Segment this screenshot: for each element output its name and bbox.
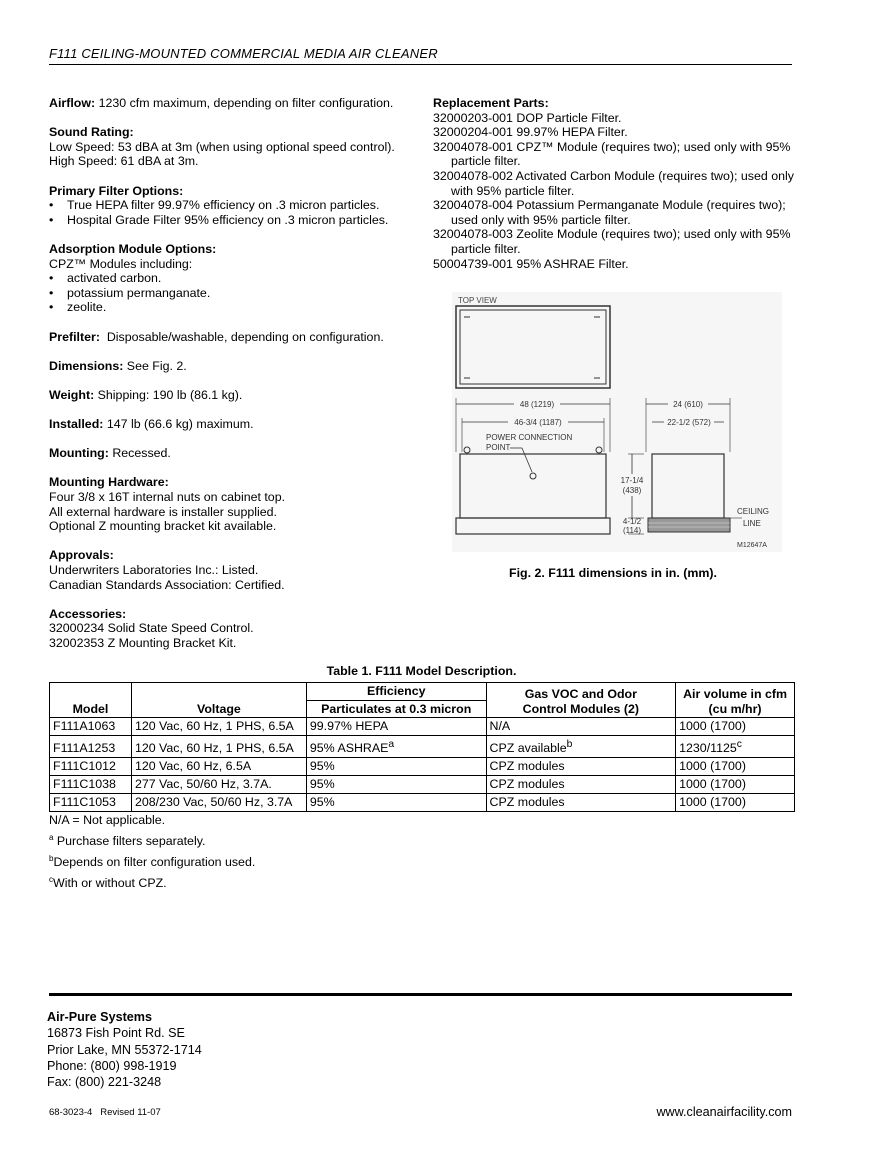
dim-4-label: 4-1/2 bbox=[622, 517, 642, 526]
note-a bbox=[49, 829, 255, 850]
dimensions-section bbox=[49, 359, 419, 374]
hardware-section bbox=[49, 475, 419, 533]
cell-gas bbox=[486, 758, 676, 776]
power-point-label-2: POINT bbox=[486, 443, 511, 452]
part-item: 32004078-001 CPZ™ Module (requires two); used only with 95% particle filter. bbox=[433, 139, 791, 169]
dimensions-figure bbox=[452, 292, 782, 552]
mounting-section bbox=[49, 446, 419, 461]
approvals-label: Approvals: bbox=[49, 548, 114, 563]
cell-gas bbox=[486, 776, 676, 794]
company-name: Air-Pure Systems bbox=[47, 1010, 152, 1024]
footnote-mark: c bbox=[736, 739, 742, 750]
specs-column bbox=[49, 96, 419, 665]
sound-section bbox=[49, 125, 419, 169]
cell-gas bbox=[486, 718, 676, 736]
air-header-line: (cu m/hr) bbox=[708, 701, 762, 716]
mounting-text: Recessed. bbox=[108, 446, 171, 461]
gas-value: CPZ modules bbox=[489, 777, 565, 792]
cell-model: F111A1063 bbox=[50, 718, 132, 736]
fax-line: Fax: (800) 221-3248 bbox=[47, 1075, 162, 1090]
air-value: 1000 (1700) bbox=[679, 795, 746, 810]
cell-air bbox=[676, 794, 795, 812]
col-header-particulates: Particulates at 0.3 micron bbox=[306, 700, 486, 718]
cell-air bbox=[676, 758, 795, 776]
note-text: With or without CPZ. bbox=[53, 876, 167, 891]
gas-header-line: Gas VOC and Odor bbox=[524, 687, 637, 701]
primary-filter-section bbox=[49, 184, 419, 228]
accessories-line: 32000234 Solid State Speed Control. bbox=[49, 621, 254, 636]
cell-air bbox=[676, 736, 795, 758]
page-header-title: F111 CEILING-MOUNTED COMMERCIAL MEDIA AIR CLEANER bbox=[49, 46, 438, 61]
part-item: 32004078-004 Potassium Permanganate Module (requires two); used only with 95% particle filter. bbox=[433, 198, 786, 227]
ceiling-line-label-2: LINE bbox=[743, 519, 761, 528]
air-value: 1000 (1700) bbox=[679, 719, 746, 733]
efficiency-value: 99.97% HEPA bbox=[309, 719, 389, 733]
weight-text: Shipping: 190 lb (86.1 kg). bbox=[94, 387, 243, 402]
sound-line: Low Speed: 53 dBA at 3m (when using optional speed control). bbox=[49, 139, 395, 154]
table-row bbox=[50, 794, 795, 812]
table-caption: Table 1. F111 Model Description. bbox=[326, 664, 517, 678]
hardware-line: All external hardware is installer supplied. bbox=[49, 504, 277, 519]
col-header-air bbox=[676, 683, 795, 718]
address-line: Prior Lake, MN 55372-1714 bbox=[47, 1042, 202, 1057]
top-view-label: TOP VIEW bbox=[458, 296, 497, 305]
cell-voltage: 120 Vac, 60 Hz, 6.5A bbox=[131, 758, 306, 776]
cell-voltage: 208/230 Vac, 50/60 Hz, 3.7A bbox=[131, 794, 306, 812]
cell-efficiency bbox=[306, 718, 486, 736]
mounting-label: Mounting: bbox=[49, 446, 109, 461]
prefilter-label: Prefilter: bbox=[49, 329, 100, 344]
cell-gas bbox=[486, 736, 676, 758]
air-header-line: Air volume in cfm bbox=[683, 687, 788, 701]
weight-label: Weight: bbox=[49, 387, 95, 402]
air-value: 1000 (1700) bbox=[679, 777, 746, 792]
bullet-item: • potassium permanganate. bbox=[49, 285, 211, 300]
col-header-gas bbox=[486, 683, 676, 718]
gas-value: CPZ modules bbox=[489, 759, 565, 774]
dim-4-mm: (114) bbox=[622, 526, 642, 535]
company-address bbox=[47, 1009, 202, 1090]
gas-value: N/A bbox=[489, 719, 511, 733]
cell-efficiency bbox=[306, 794, 486, 812]
cell-air bbox=[676, 776, 795, 794]
efficiency-value: 95% bbox=[309, 795, 335, 810]
part-item: 32004078-003 Zeolite Module (requires two); used only with 95% particle filter. bbox=[433, 227, 791, 256]
table-notes bbox=[49, 812, 255, 892]
dim-22-label: 22-1/2 (572) bbox=[667, 418, 711, 427]
part-item: 32000204-001 99.97% HEPA Filter. bbox=[433, 125, 628, 140]
weight-section bbox=[49, 388, 419, 403]
power-point-label: POWER CONNECTION bbox=[486, 433, 573, 442]
table-row bbox=[50, 736, 795, 758]
address-line: 16873 Fish Point Rd. SE bbox=[47, 1026, 185, 1041]
primary-filter-label: Primary Filter Options: bbox=[49, 183, 184, 198]
accessories-label: Accessories: bbox=[49, 606, 127, 621]
prefilter-text: Disposable/washable, depending on configuration. bbox=[99, 329, 384, 344]
table-row bbox=[50, 776, 795, 794]
air-value: 1000 (1700) bbox=[679, 759, 746, 774]
footnote-mark: a bbox=[49, 833, 54, 842]
footnote-mark: b bbox=[566, 739, 573, 750]
efficiency-value: 95% bbox=[309, 759, 335, 774]
replacement-parts-column bbox=[433, 96, 798, 271]
dim-24-label: 24 (610) bbox=[673, 400, 703, 409]
dim-17-label: 17-1/4 bbox=[620, 476, 644, 485]
air-value: 1230/1125 bbox=[679, 741, 737, 756]
cell-model: F111C1053 bbox=[50, 794, 132, 812]
note-b bbox=[49, 850, 255, 871]
dim-46-label: 46-3/4 (1187) bbox=[514, 418, 562, 427]
phone-line: Phone: (800) 998-1919 bbox=[47, 1058, 177, 1073]
side-view-grille bbox=[648, 518, 730, 532]
approvals-section bbox=[49, 548, 419, 592]
cell-voltage: 120 Vac, 60 Hz, 1 PHS, 6.5A bbox=[131, 718, 306, 736]
hardware-line: Optional Z mounting bracket kit available. bbox=[49, 519, 277, 534]
gas-header-line: Control Modules (2) bbox=[522, 701, 639, 716]
note-c bbox=[49, 871, 255, 892]
footnote-mark: b bbox=[49, 854, 54, 864]
dimensions-label: Dimensions: bbox=[49, 358, 124, 373]
part-item: 32000203-001 DOP Particle Filter. bbox=[433, 110, 622, 125]
efficiency-value: 95% ASHRAE bbox=[309, 741, 389, 756]
cell-model: F111C1038 bbox=[50, 776, 132, 794]
note-na: N/A = Not applicable. bbox=[49, 813, 166, 827]
installed-label: Installed: bbox=[49, 417, 104, 432]
col-header-efficiency: Efficiency bbox=[306, 683, 486, 701]
part-item: 50004739-001 95% ASHRAE Filter. bbox=[433, 256, 629, 271]
bullet-text: True HEPA filter 99.97% efficiency on .3 micron particles. bbox=[67, 198, 380, 213]
note-text: Depends on filter configuration used. bbox=[53, 855, 256, 870]
approvals-line: Underwriters Laboratories Inc.: Listed. bbox=[49, 563, 259, 577]
adsorption-label: Adsorption Module Options: bbox=[49, 241, 217, 256]
ceiling-line-label: CEILING bbox=[737, 507, 770, 516]
accessories-section bbox=[49, 607, 419, 651]
bullet-text: activated carbon. bbox=[67, 271, 162, 286]
part-item: 32004078-002 Activated Carbon Module (requires two); used only with 95% particle filter. bbox=[433, 168, 794, 198]
bullet-text: zeolite. bbox=[67, 300, 107, 315]
bullet-item: • True HEPA filter 99.97% efficiency on .3 micron particles. bbox=[49, 198, 380, 213]
document-number: 68-3023-4 Revised 11-07 bbox=[49, 1107, 161, 1118]
accessories-line: 32002353 Z Mounting Bracket Kit. bbox=[49, 635, 237, 650]
gas-value: CPZ available bbox=[489, 741, 567, 756]
adsorption-section bbox=[49, 242, 419, 315]
bullet-item: • activated carbon. bbox=[49, 271, 162, 286]
gas-value: CPZ modules bbox=[489, 795, 565, 810]
table-row bbox=[50, 718, 795, 736]
figure-code: M12647A bbox=[737, 542, 767, 549]
hardware-line: Four 3/8 x 16T internal nuts on cabinet top. bbox=[49, 490, 286, 505]
model-table bbox=[49, 682, 795, 812]
bullet-item: • zeolite. bbox=[49, 300, 107, 315]
installed-section bbox=[49, 417, 419, 432]
installed-text: 147 lb (66.6 kg) maximum. bbox=[103, 417, 254, 432]
figure-caption: Fig. 2. F111 dimensions in in. (mm). bbox=[509, 566, 717, 580]
cell-voltage: 277 Vac, 50/60 Hz, 3.7A. bbox=[131, 776, 306, 794]
cell-air bbox=[676, 718, 795, 736]
footer-rule bbox=[49, 993, 792, 996]
adsorption-intro: CPZ™ Modules including: bbox=[49, 256, 193, 271]
dim-17-mm: (438) bbox=[622, 486, 642, 495]
header-rule bbox=[49, 64, 792, 65]
cell-model: F111C1012 bbox=[50, 758, 132, 776]
approvals-line: Canadian Standards Association: Certified. bbox=[49, 577, 285, 592]
cell-voltage: 120 Vac, 60 Hz, 1 PHS, 6.5A bbox=[131, 736, 306, 758]
table-header-row bbox=[50, 683, 795, 701]
dimensions-text: See Fig. 2. bbox=[123, 358, 187, 373]
sound-line: High Speed: 61 dBA at 3m. bbox=[49, 154, 199, 169]
col-header-voltage: Voltage bbox=[131, 683, 306, 718]
note-text: Purchase filters separately. bbox=[53, 834, 206, 849]
dim-48-label: 48 (1219) bbox=[519, 400, 555, 409]
hardware-label: Mounting Hardware: bbox=[49, 475, 169, 490]
airflow-label: Airflow: bbox=[49, 96, 96, 110]
bullet-text: potassium permanganate. bbox=[67, 285, 211, 300]
cell-model: F111A1253 bbox=[50, 736, 132, 758]
cell-efficiency bbox=[306, 736, 486, 758]
prefilter-section bbox=[49, 330, 419, 345]
bullet-text: Hospital Grade Filter 95% efficiency on .3 micron particles. bbox=[67, 212, 389, 227]
cell-efficiency bbox=[306, 776, 486, 794]
airflow-section bbox=[49, 96, 419, 111]
footnote-mark: a bbox=[388, 739, 395, 750]
airflow-text: 1230 cfm maximum, depending on filter configuration. bbox=[95, 96, 394, 110]
efficiency-value: 95% bbox=[309, 777, 335, 792]
bullet-item: • Hospital Grade Filter 95% efficiency on .3 micron particles. bbox=[49, 212, 389, 227]
replacement-label: Replacement Parts: bbox=[433, 96, 549, 110]
sound-label: Sound Rating: bbox=[49, 125, 134, 140]
table-row bbox=[50, 758, 795, 776]
col-header-model: Model bbox=[50, 683, 132, 718]
cell-gas bbox=[486, 794, 676, 812]
website-link[interactable]: www.cleanairfacility.com bbox=[656, 1105, 792, 1119]
cell-efficiency bbox=[306, 758, 486, 776]
footnote-mark: c bbox=[49, 875, 53, 885]
